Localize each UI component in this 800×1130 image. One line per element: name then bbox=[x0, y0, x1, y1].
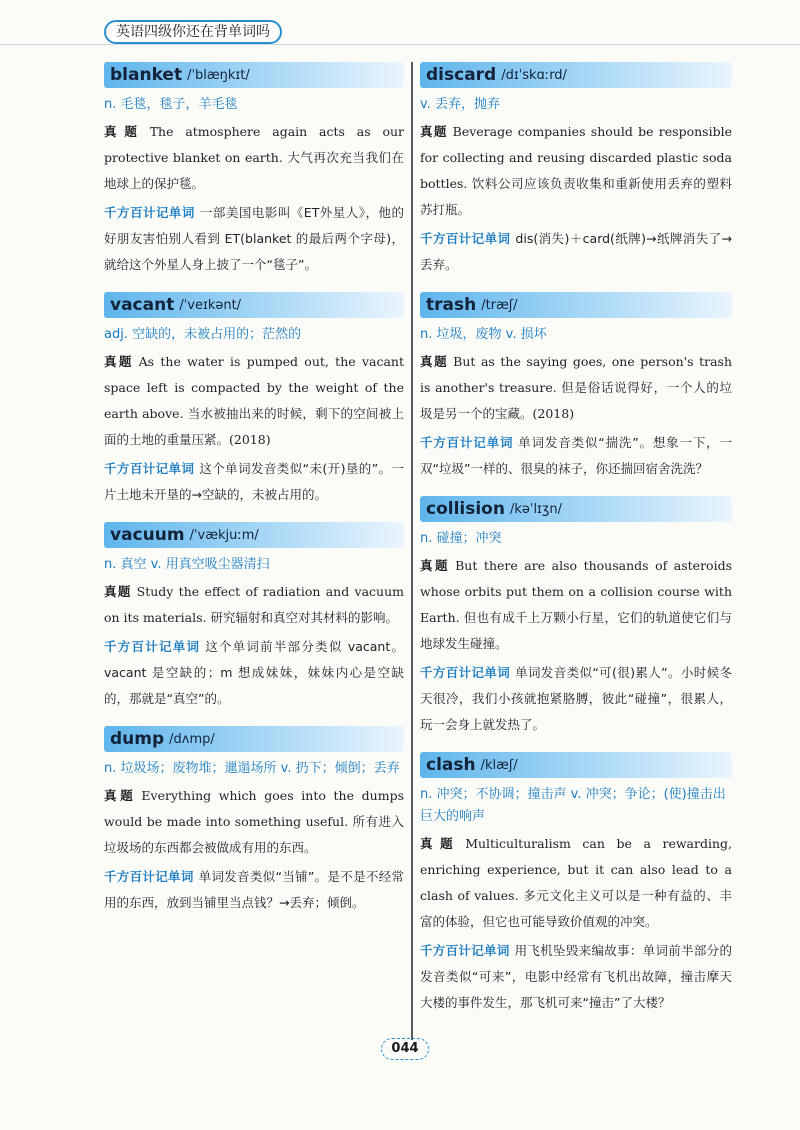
phonetic: /træʃ/ bbox=[481, 297, 518, 313]
memo-label: 千方百计记单词 bbox=[420, 231, 511, 246]
memo-text: 用飞机坠毁来编故事：单词前半部分的发音类似“可来”，电影中经常有飞机出故障，撞击摩天大楼的事件发生，那飞机可来“撞击”了大楼？ bbox=[420, 943, 732, 1010]
example-paragraph bbox=[420, 119, 732, 223]
example-label: 真题 bbox=[104, 584, 132, 599]
word-header bbox=[420, 496, 732, 522]
memo-label: 千方百计记单词 bbox=[420, 435, 514, 450]
memo-paragraph bbox=[420, 938, 732, 1016]
word-header bbox=[104, 726, 404, 752]
example-label: 真题 bbox=[420, 124, 448, 139]
example-paragraph bbox=[104, 119, 404, 197]
word-header bbox=[420, 62, 732, 88]
phonetic: /klæʃ/ bbox=[480, 757, 518, 773]
example-paragraph bbox=[420, 553, 732, 657]
phonetic: /ˈblæŋkɪt/ bbox=[187, 67, 250, 83]
word-header bbox=[104, 292, 404, 318]
memo-label: 千方百计记单词 bbox=[104, 639, 201, 654]
example-paragraph bbox=[420, 831, 732, 935]
left-column bbox=[104, 62, 404, 930]
example-text: The atmosphere again acts as our protective blanket on earth. 大气再次充当我们在地球上的保护毯。 bbox=[104, 124, 404, 191]
memo-label: 千方百计记单词 bbox=[104, 205, 195, 220]
memo-paragraph bbox=[420, 430, 732, 482]
phonetic: /ˈveɪkənt/ bbox=[179, 297, 242, 313]
memo-text: dis(消失)＋card(纸牌)→纸牌消失了→丢弃。 bbox=[420, 231, 732, 272]
memo-paragraph bbox=[420, 226, 732, 278]
memo-text: 单词发音类似“可(很)累人”。小时候冬天很冷，我们小孩就抱紧胳膊，彼此“碰撞”，很累人，玩一会身上就发热了。 bbox=[420, 665, 732, 732]
definition: n. 毛毯，毯子，羊毛毯 bbox=[104, 97, 238, 112]
example-label: 真题 bbox=[420, 354, 449, 369]
entry-vacant bbox=[104, 292, 404, 508]
example-text: Everything which goes into the dumps would be made into something useful. 所有进入垃圾场的东西都会被做成有用的东西。 bbox=[104, 788, 404, 855]
header-rule bbox=[0, 44, 800, 45]
example-paragraph bbox=[104, 349, 404, 453]
memo-paragraph bbox=[420, 660, 732, 738]
headword: collision bbox=[426, 499, 505, 519]
headword: vacant bbox=[110, 295, 175, 315]
example-paragraph bbox=[104, 783, 404, 861]
page-number: 044 bbox=[381, 1038, 429, 1060]
entry-clash bbox=[420, 752, 732, 1016]
example-text: Multiculturalism can be a rewarding, enriching experience, but it can also lead to a clash of values. 多元文化主义可以是一种有益的、丰富的体验，但它也可能导致价值观的冲突。 bbox=[420, 836, 732, 929]
headword: dump bbox=[110, 729, 165, 749]
definition: adj. 空缺的，未被占用的；茫然的 bbox=[104, 327, 302, 342]
definition: n. 垃圾场；废物堆；邋遢场所 v. 扔下；倾倒；丢弃 bbox=[104, 761, 400, 776]
memo-label: 千方百计记单词 bbox=[420, 943, 510, 958]
phonetic: /kəˈlɪʒn/ bbox=[509, 501, 563, 517]
entry-dump bbox=[104, 726, 404, 916]
phonetic: /ˈvækjuːm/ bbox=[189, 527, 259, 543]
entry-vacuum bbox=[104, 522, 404, 712]
example-label: 真题 bbox=[104, 354, 134, 369]
headword: blanket bbox=[110, 65, 183, 85]
definition: v. 丢弃，抛弃 bbox=[420, 97, 500, 112]
definition: n. 垃圾，废物 v. 损坏 bbox=[420, 327, 547, 342]
word-header bbox=[420, 752, 732, 778]
example-text: But there are also thousands of asteroids whose orbits put them on a collision course with Earth. 但也有成千上万颗小行星，它们的轨道使它们与地球发生碰撞。 bbox=[420, 558, 732, 651]
right-column bbox=[420, 62, 732, 1030]
word-header bbox=[420, 292, 732, 318]
definition: n. 真空 v. 用真空吸尘器清扫 bbox=[104, 557, 270, 572]
word-header bbox=[104, 62, 404, 88]
memo-label: 千方百计记单词 bbox=[420, 665, 511, 680]
example-paragraph bbox=[420, 349, 732, 427]
word-header bbox=[104, 522, 404, 548]
entry-trash bbox=[420, 292, 732, 482]
memo-text: 单词发音类似“当铺”。是不是不经常用的东西，放到当铺里当点钱？→丢弃；倾倒。 bbox=[104, 869, 404, 910]
entry-discard bbox=[420, 62, 732, 278]
example-text: Beverage companies should be responsible for collecting and reusing discarded plastic soda bottles. 饮料公司应该负责收集和重新使用丢弃的塑料苏打瓶。 bbox=[420, 124, 732, 217]
example-label: 真题 bbox=[420, 836, 461, 851]
book-title: 英语四级你还在背单词吗 bbox=[116, 24, 270, 40]
column-divider bbox=[411, 62, 413, 1040]
memo-label: 千方百计记单词 bbox=[104, 869, 194, 884]
book-title-tag bbox=[104, 20, 282, 44]
example-paragraph bbox=[104, 579, 404, 631]
example-text: But as the saying goes, one person's trash is another's treasure. 但是俗话说得好，一个人的垃圾是另一个的宝藏。(2018) bbox=[420, 354, 732, 421]
memo-paragraph bbox=[104, 864, 404, 916]
memo-paragraph bbox=[104, 456, 404, 508]
headword: trash bbox=[426, 295, 477, 315]
definition: n. 碰撞；冲突 bbox=[420, 531, 502, 546]
phonetic: /dɪˈskɑːrd/ bbox=[501, 67, 567, 83]
memo-text: 单词发音类似“揣洗”。想象一下，一双“垃圾”一样的、很臭的袜子，你还揣回宿舍洗洗？ bbox=[420, 435, 732, 476]
memo-text: 一部美国电影叫《ET外星人》，他的好朋友害怕别人看到 ET(blanket 的最后两个字母)，就给这个外星人身上披了一个“毯子”。 bbox=[104, 205, 404, 272]
example-label: 真题 bbox=[104, 788, 137, 803]
memo-paragraph bbox=[104, 200, 404, 278]
entry-collision bbox=[420, 496, 732, 738]
entry-blanket bbox=[104, 62, 404, 278]
memo-paragraph bbox=[104, 634, 404, 712]
memo-label: 千方百计记单词 bbox=[104, 461, 195, 476]
definition: n. 冲突；不协调；撞击声 v. 冲突；争论；(使)撞击出巨大的响声 bbox=[420, 787, 726, 824]
headword: clash bbox=[426, 755, 476, 775]
example-label: 真题 bbox=[420, 558, 451, 573]
memo-text: 这个单词发音类似“未(开)垦的”。一片土地未开垦的→空缺的，未被占用的。 bbox=[104, 461, 404, 502]
example-text: Study the effect of radiation and vacuum on its materials. 研究辐射和真空对其材料的影响。 bbox=[104, 584, 404, 625]
memo-text: 这个单词前半部分类似 vacant。vacant 是空缺的；m 想成妹妹，妹妹内心是空缺的，那就是“真空”的。 bbox=[104, 639, 404, 706]
example-label: 真题 bbox=[104, 124, 145, 139]
example-text: As the water is pumped out, the vacant space left is compacted by the weight of the earth above. 当水被抽出来的时候，剩下的空间被上面的土地的重量压紧。(2018) bbox=[104, 354, 404, 447]
headword: discard bbox=[426, 65, 497, 85]
headword: vacuum bbox=[110, 525, 185, 545]
phonetic: /dʌmp/ bbox=[169, 731, 215, 747]
